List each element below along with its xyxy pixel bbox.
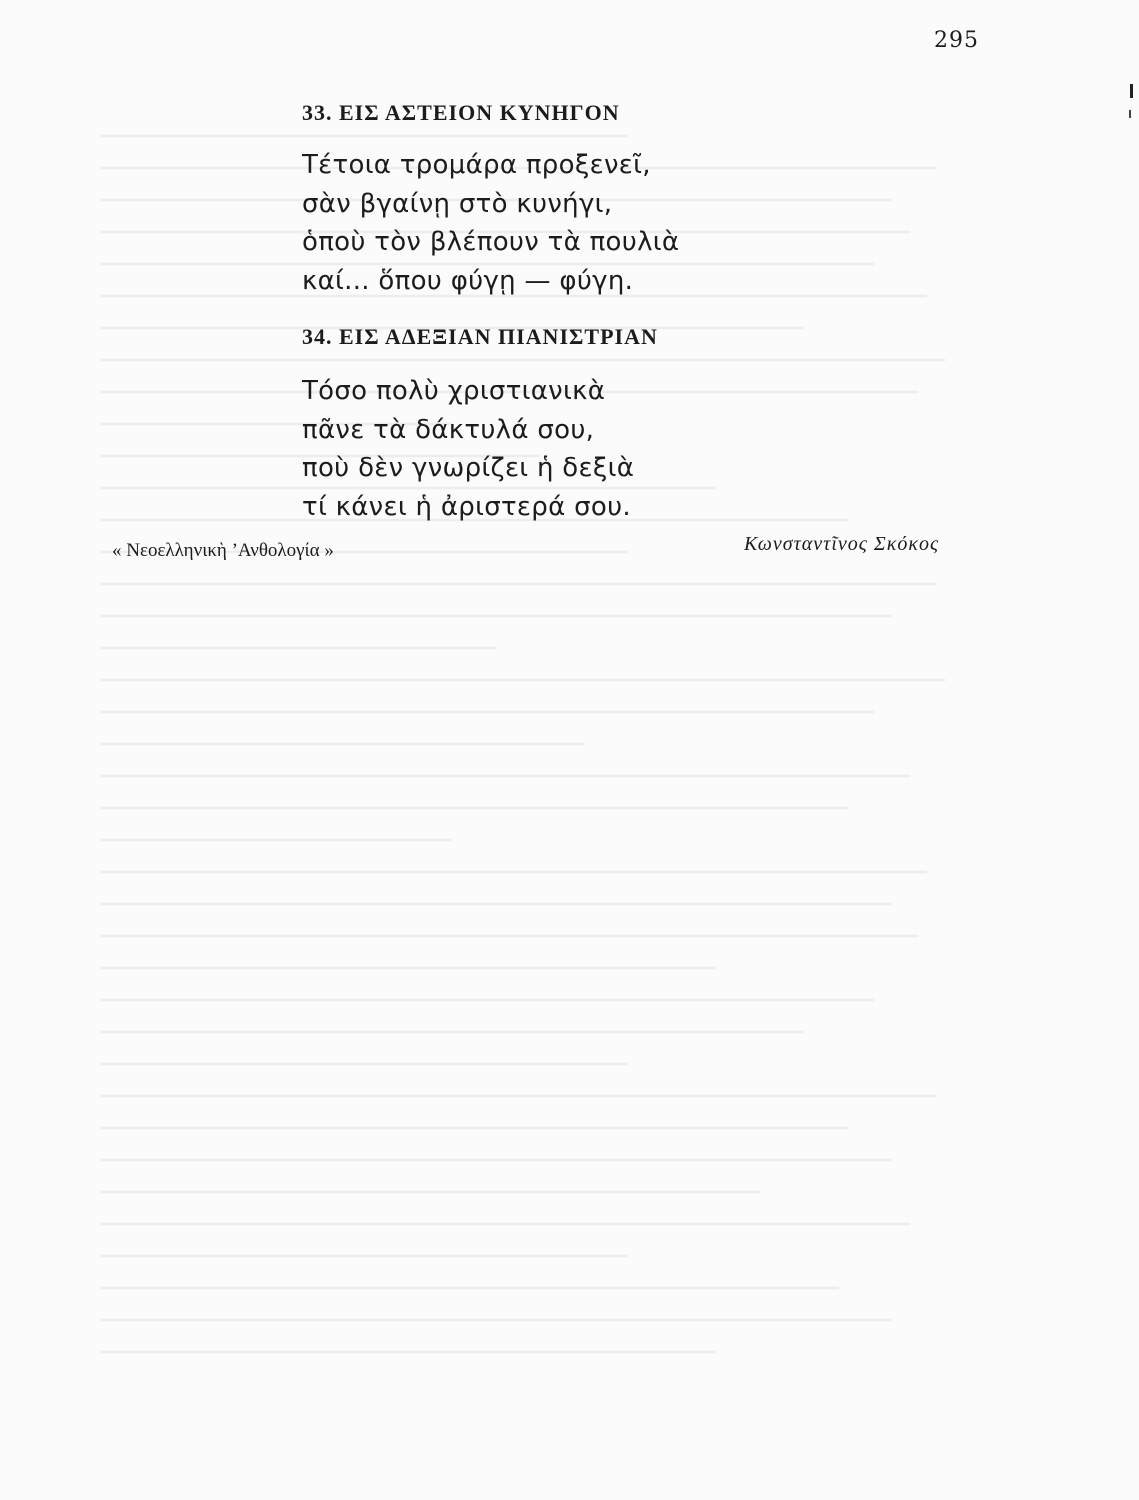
poem-line: ποὺ δὲν γνωρίζει ἡ δεξιὰ: [302, 453, 635, 483]
poem-title: 34. ΕΙΣ ΑΔΕΞΙΑΝ ΠΙΑΝΙΣΤΡΙΑΝ: [302, 324, 658, 349]
poem-line: πᾶνε τὰ δάκτυλά σου,: [302, 414, 595, 445]
poem-body: [302, 372, 634, 526]
author-name: Κωνσταντῖνος Σκόκος: [744, 533, 940, 555]
scan-edge-mark: [1129, 110, 1131, 118]
page-number: 295: [934, 28, 979, 53]
poem-title: 33. ΕΙΣ ΑΣΤΕΙΟΝ ΚΥΝΗΓΟΝ: [302, 100, 620, 125]
poem-line: Τέτοια τρομάρα προξενεῖ,: [302, 150, 651, 180]
poem-line: ὁποὺ τὸν βλέπουν τὰ πουλιὰ: [302, 227, 680, 257]
source-citation: « Νεοελληνικὴ ’Ανθολογία »: [112, 540, 334, 561]
poem-line: Τόσο πολὺ χριστιανικὰ: [302, 376, 606, 406]
scan-edge-mark: [1130, 84, 1133, 98]
poem-body: [302, 146, 679, 300]
poem-line: τί κάνει ἡ ἀριστερά σου.: [302, 491, 631, 522]
poem-line: καί... ὅπου φύγῃ — φύγη.: [302, 265, 634, 296]
poem-line: σὰν βγαίνῃ στὸ κυνήγι,: [302, 188, 613, 219]
